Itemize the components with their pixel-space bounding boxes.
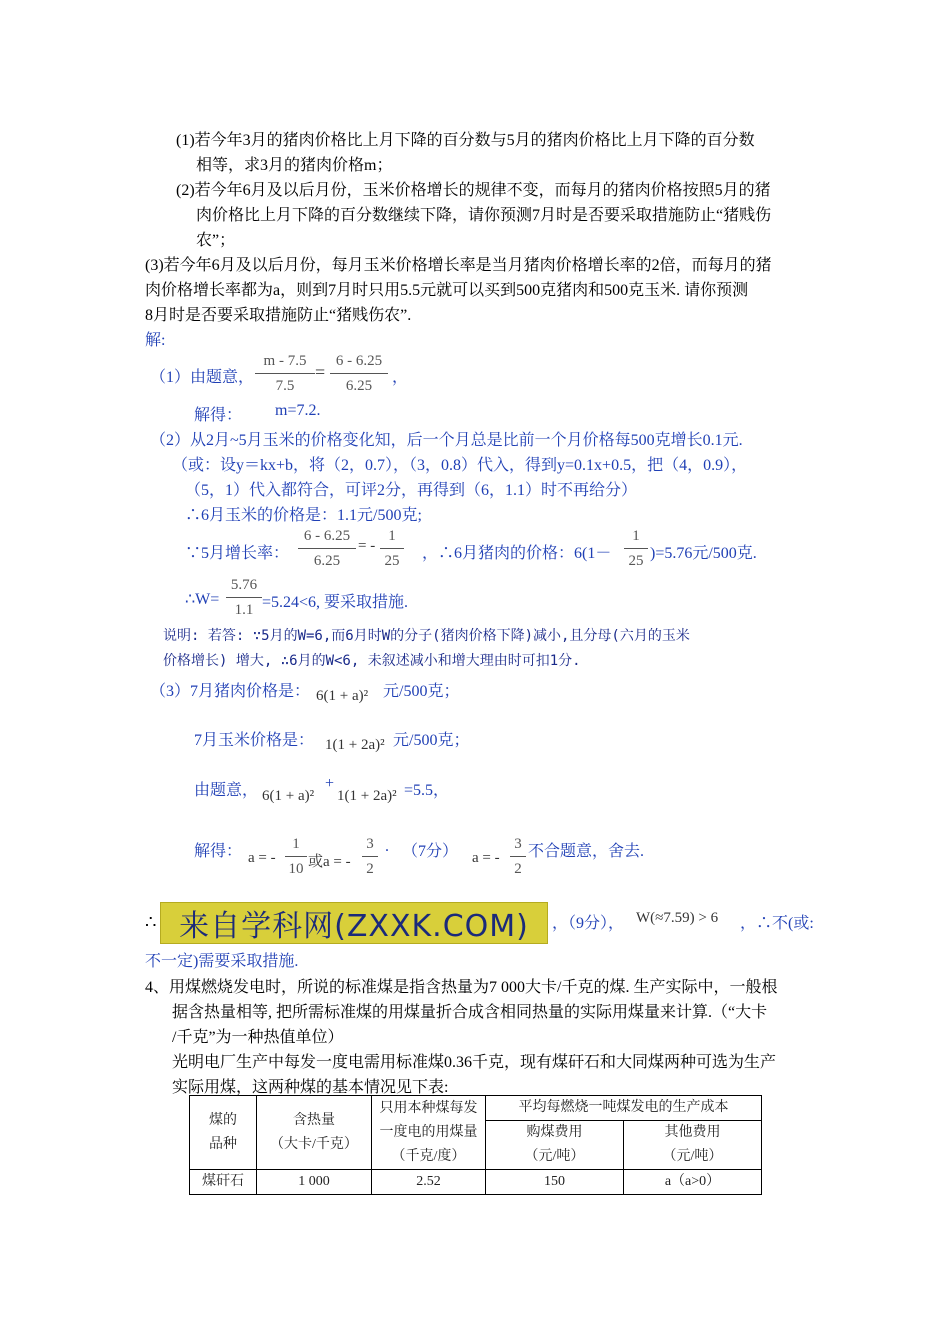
unit: 元/500克； [383, 683, 460, 700]
table-cell: 2.52 [372, 1170, 486, 1195]
fraction: 6 - 6.25 6.25 [330, 352, 388, 395]
conclusion-cont: 不一定)需要采取措施. [145, 953, 299, 970]
problem-4: 4、用煤燃烧发电时，所说的标准煤是指含热量为7 000大卡/千克的煤. 生产实际中，一般根 [145, 979, 778, 996]
period: . [385, 838, 389, 855]
math-expression: a = - [248, 850, 276, 866]
table-cell: a（a>0） [624, 1170, 762, 1195]
question-1-cont: 相等，求3月的猪肉价格m； [196, 157, 393, 174]
pork-price-label: ，∴6月猪肉的价格：6(1－ [422, 545, 612, 562]
part2-line: （5，1）代入都符合，可评2分，再得到（6，1.1）时不再给分） [185, 482, 638, 499]
part1-label: （1）由题意， [150, 369, 255, 386]
problem-4-cont: 据含热量相等, 把所需标准煤的用煤量折合成含相同热量的实际用煤量来计算.（“大卡 [172, 1004, 768, 1021]
score-7: （7分） [402, 843, 459, 860]
therefore-sign: ∴ [145, 912, 157, 932]
corn-price-label: 7月玉米价格是： [194, 732, 315, 749]
header-cost: 平均每燃烧一吨煤发电的生产成本 [486, 1096, 762, 1121]
watermark-text: 来自学科网(ZXXK.COM) [179, 909, 529, 944]
header-use: 只用本种煤每发 一度电的用煤量 （千克/度） [372, 1096, 486, 1170]
score-9: ，（9分）， [552, 915, 625, 932]
rate-label: ∵5月增长率： [185, 545, 290, 562]
math-expression: 1(1 + 2a)² [325, 737, 385, 753]
fraction: m - 7.5 7.5 [255, 352, 315, 395]
fraction: 1 10 [285, 835, 307, 878]
question-3-cont: 肉价格增长率都为a，则到7月时只用5.5元就可以买到500克猪肉和500克玉米. 请你预测 [145, 282, 749, 299]
coal-table [189, 1095, 762, 1195]
w-result: =5.24<6, 要采取措施. [262, 594, 409, 611]
fraction: 1 25 [624, 527, 648, 570]
question-1: (1)若今年3月的猪肉价格比上月下降的百分数与5月的猪肉价格比上月下降的百分数 [176, 132, 755, 149]
math-expression: 6(1 + a)² [316, 688, 369, 704]
part3-label: （3）7月猪肉价格是： [150, 683, 311, 700]
math-expression: 或a = - [308, 854, 351, 870]
plus-sign: + [325, 775, 335, 792]
header-heat: 含热量 （大卡/千克） [257, 1096, 372, 1170]
comma: ， [392, 369, 409, 386]
part2-line: ∴6月玉米的价格是：1.1元/500克; [185, 507, 422, 524]
equals-sign: = [315, 362, 326, 382]
fraction: 3 2 [510, 835, 526, 878]
question-2: (2)若今年6月及以后月份，玉米价格增长的规律不变，而每月的猪肉价格按照5月的猪 [176, 182, 771, 199]
question-2-cont: 肉价格比上月下降的百分数继续下降，请你预测7月时是否要采取措施防止“猪贱伤 [196, 207, 772, 224]
pork-price-result: )=5.76元/500克. [650, 545, 757, 562]
conclusion: ，∴不(或: [740, 915, 814, 932]
problem-4-cont: 实际用煤，这两种煤的基本情况见下表: [172, 1079, 449, 1096]
part2-line: （2）从2月~5月玉米的价格变化知，后一个月总是比前一个月价格每500克增长0.1元. [150, 432, 743, 449]
equation-label: 由题意， [194, 782, 259, 799]
problem-4-cont: 光明电厂生产中每发一度电需用标准煤0.36千克，现有煤矸石和大同煤两种可选为生产 [172, 1054, 777, 1071]
part1-result: m=7.2. [275, 402, 321, 419]
solve-label: 解得： [194, 407, 243, 424]
solution-heading: 解: [145, 332, 166, 349]
math-expression: a = - [472, 850, 500, 866]
table-cell: 煤矸石 [190, 1170, 257, 1195]
reject-note: 不合题意，舍去. [528, 843, 645, 860]
question-2-cont2: 农”； [196, 232, 236, 249]
note-line: 价格增长) 增大, ∴6月的W<6, 未叙述减小和增大理由时可扣1分. [163, 653, 581, 669]
note-line: 说明: 若答: ∵5月的W=6,而6月时W的分子(猪肉价格下降)减小,且分母(六月的玉米 [163, 628, 690, 644]
unit: 元/500克； [393, 732, 470, 749]
watermark-logo [160, 902, 548, 944]
table-cell: 150 [486, 1170, 624, 1195]
equals-sign: = - [358, 538, 376, 554]
math-expression: 1(1 + 2a)² [337, 788, 397, 804]
header-other: 其他费用 （元/吨） [624, 1121, 762, 1170]
w-label: ∴W= [185, 591, 220, 608]
header-buy: 购煤费用 （元/吨） [486, 1121, 624, 1170]
fraction: 5.76 1.1 [226, 576, 262, 619]
fraction: 6 - 6.25 6.25 [298, 527, 356, 570]
question-3: (3)若今年6月及以后月份，每月玉米价格增长率是当月猪肉价格增长率的2倍，而每月的猪 [145, 257, 772, 274]
math-expression: 6(1 + a)² [262, 788, 315, 804]
table-cell: 1 000 [257, 1170, 372, 1195]
table-row [190, 1170, 762, 1195]
header-kind: 煤的 品种 [190, 1096, 257, 1170]
solve-label: 解得： [194, 843, 243, 860]
equation-tail: =5.5， [404, 782, 450, 799]
fraction: 1 25 [380, 527, 404, 570]
fraction: 3 2 [362, 835, 378, 878]
part2-line: （或：设y＝kx+b，将（2，0.7），（3，0.8）代入，得到y=0.1x+0.5，把（4，0.9）， [172, 457, 748, 474]
question-3-cont2: 8月时是否要采取措施防止“猪贱伤农”. [145, 307, 412, 324]
problem-4-cont: /千克”为一种热值单位） [172, 1029, 344, 1046]
math-expression: W(≈7.59) > 6 [636, 910, 719, 926]
